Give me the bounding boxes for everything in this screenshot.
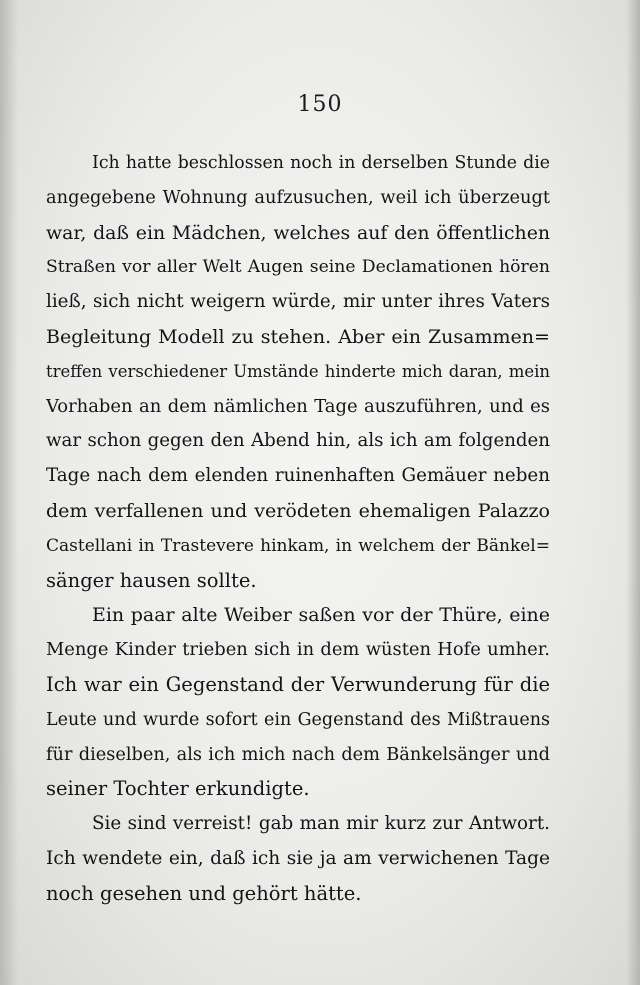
text-line: Tage nach dem elenden ruinenhaften Gemäuer neben <box>46 465 550 487</box>
text-line: sänger hausen sollte. <box>46 568 257 592</box>
text-line: treffen verschiedener Umstände hinderte mich daran, mein <box>46 361 550 381</box>
text-line: für dieselben, als ich mich nach dem Bänkelsänger und <box>46 744 550 765</box>
page-shadow-left <box>0 0 18 985</box>
text-line: angegebene Wohnung aufzusuchen, weil ich überzeugt <box>46 186 550 208</box>
text-line: ließ, sich nicht weigern würde, mir unter ihres Vaters <box>46 291 550 313</box>
body-text <box>46 146 550 912</box>
text-line: Castellani in Trastevere hinkam, in welchem der Bänkel= <box>46 535 550 556</box>
text-line: war schon gegen den Abend hin, als ich am folgenden <box>46 430 550 452</box>
page-number: 150 <box>297 92 343 117</box>
text-line: Sie sind verreist! gab man mir kurz zur Antwort. <box>92 813 550 835</box>
text-line: Straßen vor aller Welt Augen seine Declamationen hören <box>46 257 550 278</box>
text-line: war, daß ein Mädchen, welches auf den öffentlichen <box>46 221 550 244</box>
text-line: Ein paar alte Weiber saßen vor der Thüre, eine <box>92 604 550 627</box>
text-line: Menge Kinder trieben sich in dem wüsten Hofe umher. <box>46 639 550 661</box>
text-line: dem verfallenen und verödeten ehemaligen Palazzo <box>46 499 550 522</box>
text-line: Ich war ein Gegenstand der Verwunderung für die <box>46 672 550 696</box>
text-line: noch gesehen und gehört hätte. <box>46 881 362 905</box>
text-line: Ich hatte beschlossen noch in derselben Stunde die <box>92 153 550 173</box>
text-line: Ich wendete ein, daß ich sie ja am verwichenen Tage <box>46 847 550 869</box>
text-line: Begleitung Modell zu stehen. Aber ein Zusammen= <box>46 325 550 348</box>
text-line: seiner Tochter erkundigte. <box>46 777 310 801</box>
text-line: Leute und wurde sofort ein Gegenstand des Mißtrauens <box>46 709 550 730</box>
text-line: Vorhaben an dem nämlichen Tage auszuführen, und es <box>46 395 550 417</box>
page-shadow-right <box>626 0 640 985</box>
